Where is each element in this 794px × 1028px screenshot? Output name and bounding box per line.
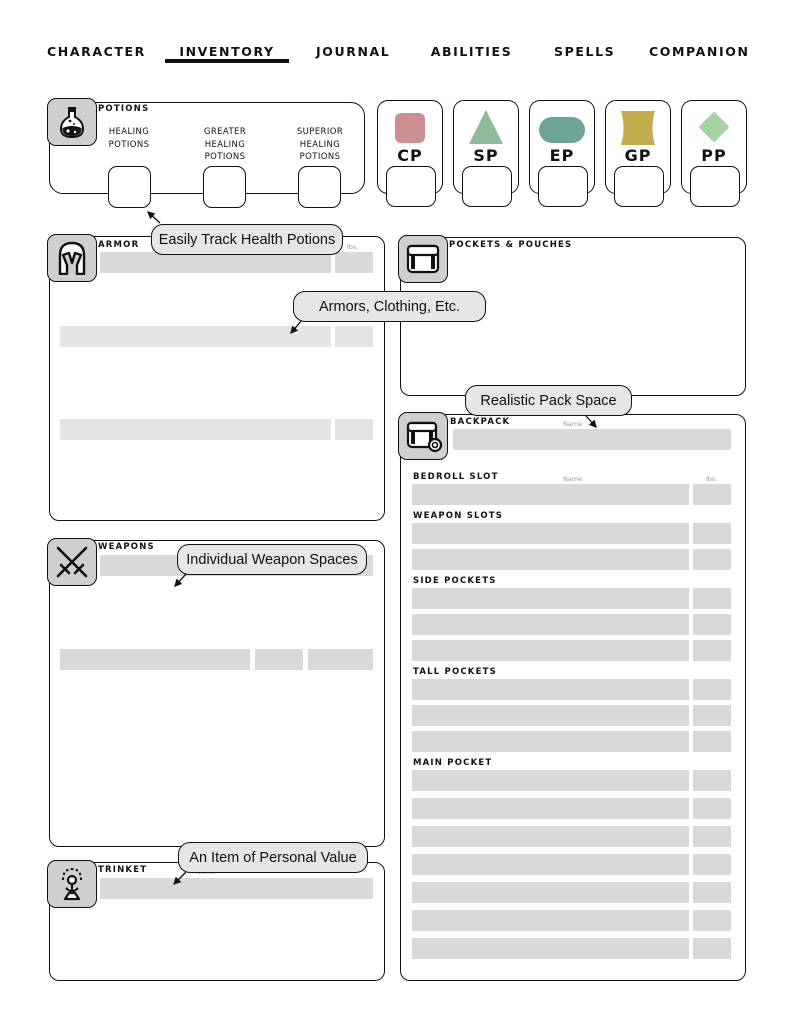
weapons-title: WEAPONS [98, 542, 155, 552]
callout-armor: Armors, Clothing, Etc. [293, 291, 486, 322]
trinket-title: TRINKET [98, 865, 148, 875]
pockets-title: POCKETS & POUCHES [449, 240, 573, 250]
healing-potions-label: HEALING POTIONS [108, 127, 150, 150]
tab-spells[interactable]: SPELLS [554, 44, 616, 59]
tab-abilities[interactable]: ABILITIES [430, 44, 513, 59]
callout-weapons: Individual Weapon Spaces [177, 544, 367, 575]
coin-label: SP [473, 146, 499, 165]
backpack-title: BACKPACK [450, 417, 511, 427]
tab-journal[interactable]: JOURNAL [316, 44, 391, 59]
bedroll-slot-label: BEDROLL SLOT [413, 472, 499, 482]
armor-weight-header: lbs. [347, 243, 359, 251]
coin-label: GP [624, 146, 652, 165]
coin-label: CP [397, 146, 423, 165]
main-pocket-label: MAIN POCKET [413, 758, 493, 768]
superior-healing-potions-label: SUPERIOR HEALING POTIONS [296, 127, 344, 162]
bedroll-weight-header: lbs. [706, 475, 718, 483]
armor-title: ARMOR [98, 240, 140, 250]
tab-character[interactable]: CHARACTER [47, 44, 146, 59]
weapon-slots-label: WEAPON SLOTS [413, 511, 504, 521]
callout-potions: Easily Track Health Potions [151, 224, 343, 255]
greater-healing-potions-label: GREATER HEALING POTIONS [203, 127, 247, 162]
tab-companion[interactable]: COMPANION [649, 44, 750, 59]
callout-pack: Realistic Pack Space [465, 385, 632, 416]
potions-title: POTIONS [98, 104, 150, 114]
bedroll-name-header: Name [563, 475, 583, 483]
coin-label: PP [701, 146, 727, 165]
tall-pockets-label: TALL POCKETS [413, 667, 497, 677]
tab-inventory[interactable]: INVENTORY [179, 44, 275, 59]
backpack-name-header: Name [563, 420, 583, 428]
coin-label: EP [549, 146, 575, 165]
callout-trinket: An Item of Personal Value [178, 842, 368, 873]
side-pockets-label: SIDE POCKETS [413, 576, 497, 586]
